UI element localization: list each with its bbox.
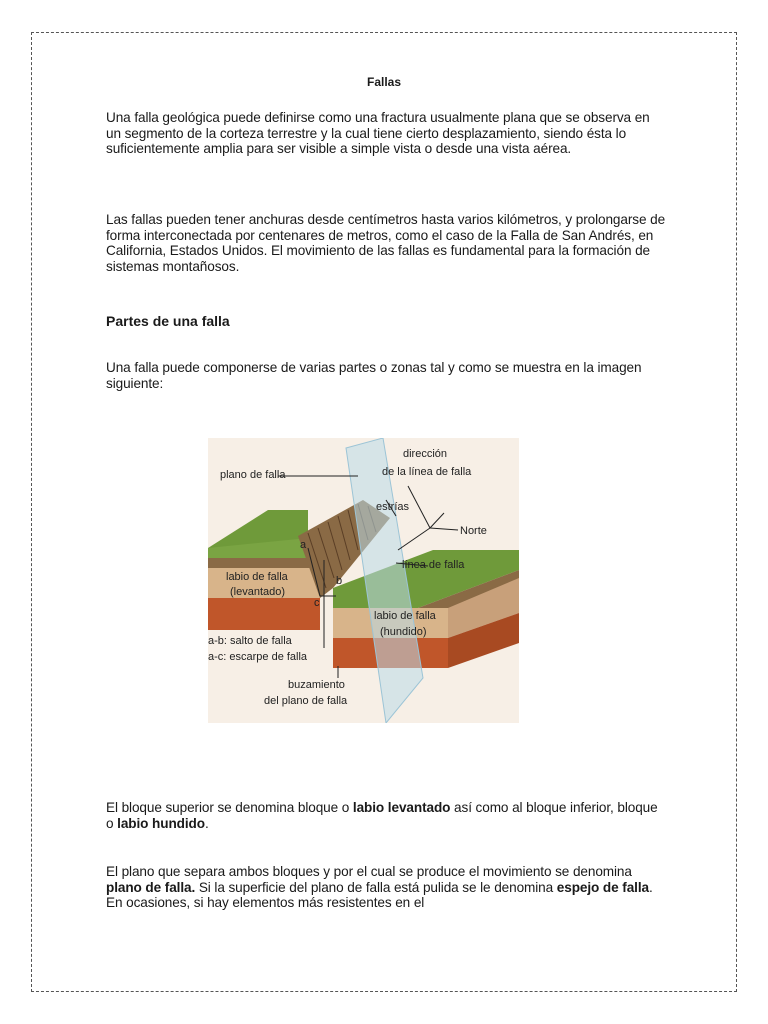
label-buz-1: buzamiento: [288, 679, 345, 691]
paragraph-definition: Una falla geológica puede definirse como una fractura usualmente plana que se observa en un segmento de la corteza terrestre y la cual tiene cierto desplazamiento, siendo ésta lo suficientemente amplia para ser visible a simple vista o desde una vista aérea.: [106, 110, 650, 157]
paragraph-blocks: [106, 800, 666, 831]
text-run: así como al bloque inferior, bloque o: [106, 800, 658, 831]
left-block-layer-2: [208, 598, 320, 630]
text-run: El plano que separa ambos bloques y por el cual se produce el movimiento se denomina: [106, 864, 632, 879]
paragraph-widths: Las fallas pueden tener anchuras desde centímetros hasta varios kilómetros, y prolongarse de forma interconectada por centenares de metros, como el caso de la Falla de San Andrés, en California, Estados Unidos. El movimiento de las fallas es fundamental para la formación de sistemas montañosos.: [106, 212, 666, 274]
label-ab: a-b: salto de falla: [208, 635, 292, 647]
section-heading: Partes de una falla: [106, 313, 230, 329]
paragraph-parts-intro: Una falla puede componerse de varias partes o zonas tal y como se muestra en la imagen siguiente:: [106, 360, 642, 391]
label-c: c: [314, 597, 320, 609]
label-estrias: estrías: [376, 501, 410, 513]
term-labio-levantado: labio levantado: [352, 800, 451, 815]
fault-diagram: [208, 438, 519, 723]
label-plano: plano de falla: [220, 469, 286, 481]
label-labio-lev-2: (levantado): [230, 586, 286, 598]
term-espejo-de-falla: espejo de falla: [556, 879, 649, 895]
text-run: El bloque superior se denomina bloque o: [106, 800, 353, 815]
text-run: .: [204, 815, 209, 831]
label-a: a: [300, 539, 307, 551]
label-b: b: [336, 575, 343, 587]
paragraph-plane: [106, 864, 666, 911]
label-labio-hun-2: (hundido): [380, 626, 427, 638]
label-labio-lev-1: labio de falla: [226, 571, 288, 583]
term-labio-hundido: labio hundido: [117, 815, 205, 831]
label-norte: Norte: [460, 525, 487, 537]
text-run: Si la superficie del plano de falla está pulida se le denomina: [195, 879, 557, 895]
document-title: Fallas: [366, 75, 402, 89]
label-linea: línea de falla: [402, 559, 465, 571]
label-labio-hun-1: labio de falla: [374, 610, 436, 622]
fault-diagram-svg: [208, 438, 519, 723]
text-run: . En ocasiones, si hay elementos más resistentes en el: [106, 879, 653, 911]
label-buz-2: del plano de falla: [264, 695, 348, 707]
label-ac: a-c: escarpe de falla: [208, 651, 308, 663]
label-direccion-1: dirección: [403, 448, 448, 460]
label-direccion-2: de la línea de falla: [382, 466, 472, 478]
term-plano-de-falla: plano de falla.: [106, 879, 196, 895]
